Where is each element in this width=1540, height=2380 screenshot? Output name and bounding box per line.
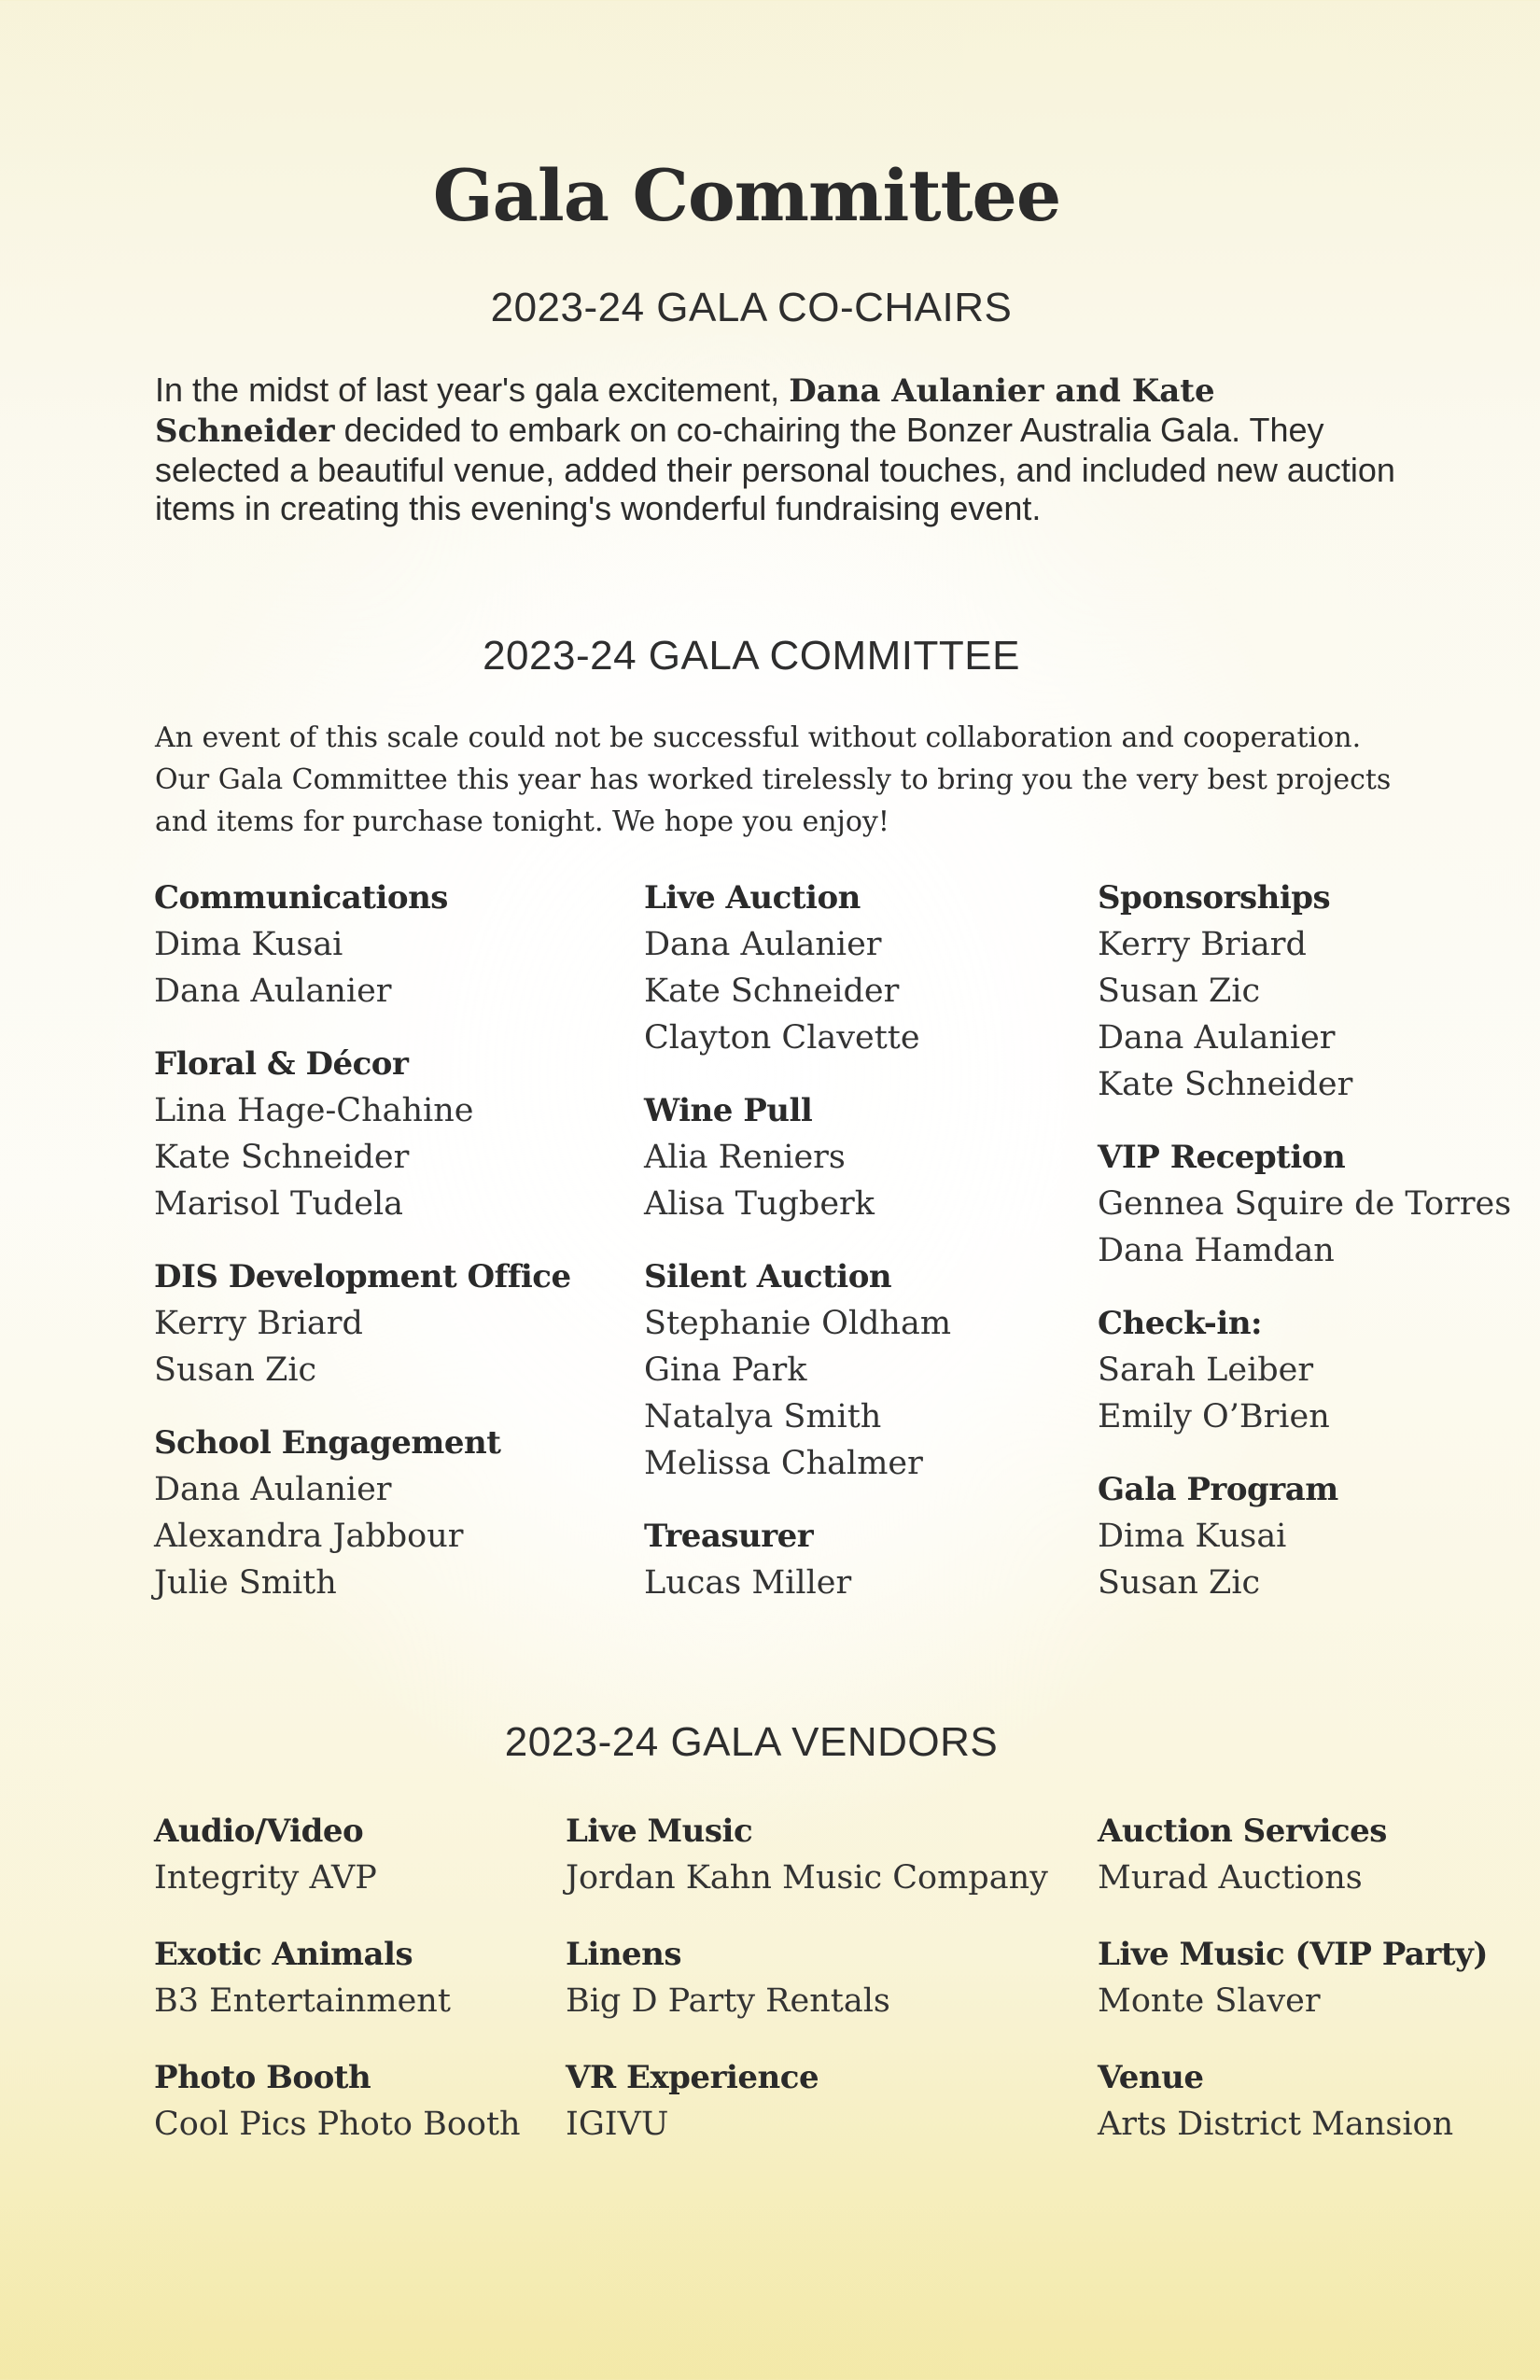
member-name: Melissa Chalmer [644,1445,923,1482]
cochairs-paragraph [155,371,1406,527]
vendor-name: Big D Party Rentals [566,1982,890,2020]
member-name: Susan Zic [154,1351,317,1389]
committee-intro: An event of this scale could not be successful without collaboration and cooperation. Our Gala Committee this year has worked tirelessly to bring you the very best projects and items for purchase tonight. We hope you enjoy! [155,721,1392,838]
vendor-group [566,1931,1088,2024]
vendor-name: Integrity AVP [154,1859,377,1897]
vendor-category: Audio/Video [154,1813,364,1850]
member-name: Dima Kusai [154,926,343,963]
vendor-name: B3 Entertainment [154,1982,451,2020]
member-name: Sarah Leiber [1098,1351,1314,1389]
committee-role: VIP Reception [1098,1139,1346,1176]
vendor-name: IGIVU [566,2106,669,2143]
vendor-name: Monte Slaver [1098,1982,1321,2020]
committee-group [154,1253,677,1393]
committee-role: Wine Pull [644,1092,813,1129]
vendor-group [566,1808,1088,1901]
vendors-column-2 [566,1808,1088,2177]
committee-heading: 2023-24 GALA COMMITTEE [483,633,1020,679]
committee-column-2 [644,875,1167,1632]
member-name: Alexandra Jabbour [154,1518,464,1555]
committee-group [154,1041,677,1227]
member-name: Lina Hage-Chahine [154,1092,474,1129]
vendor-group [1098,2054,1540,2148]
vendor-group [1098,1808,1540,1901]
member-name: Clayton Clavette [644,1019,920,1057]
member-name: Kate Schneider [644,973,900,1010]
committee-group [644,875,1167,1061]
vendor-category: Exotic Animals [154,1936,413,1973]
member-name: Susan Zic [1098,1564,1261,1602]
member-name: Lucas Miller [644,1564,852,1602]
committee-column-3 [1098,875,1540,1632]
cochairs-names: Dana Aulanier and Kate Schneider [155,372,1215,450]
committee-role: School Engagement [154,1424,501,1462]
member-name: Dana Aulanier [1098,1019,1336,1057]
committee-group [154,1420,677,1606]
committee-group [154,875,677,1015]
member-name: Alia Reniers [644,1139,846,1176]
committee-group [1098,1466,1540,1606]
committee-group [644,1513,1167,1606]
member-name: Kerry Briard [1098,926,1307,963]
vendors-heading: 2023-24 GALA VENDORS [504,1719,999,1765]
vendor-category: Auction Services [1098,1813,1387,1850]
vendor-category: Venue [1098,2059,1204,2096]
vendor-category: Linens [566,1936,682,1973]
cochairs-text-before: In the midst of last year's gala excitement, [155,371,790,409]
vendor-category: Live Music (VIP Party) [1098,1936,1488,1973]
vendor-group [1098,1931,1540,2024]
member-name: Kerry Briard [154,1305,363,1342]
member-name: Dana Aulanier [154,1471,392,1508]
member-name: Dana Aulanier [154,973,392,1010]
vendor-category: Photo Booth [154,2059,371,2096]
vendor-name: Jordan Kahn Music Company [566,1859,1048,1897]
committee-group [1098,1300,1540,1440]
vendor-category: VR Experience [566,2059,819,2096]
member-name: Marisol Tudela [154,1185,404,1223]
vendor-category: Live Music [566,1813,753,1850]
committee-role: Live Auction [644,879,861,917]
member-name: Dana Hamdan [1098,1232,1335,1269]
committee-group [1098,875,1540,1108]
member-name: Kate Schneider [1098,1066,1353,1103]
member-name: Susan Zic [1098,973,1261,1010]
committee-role: Check-in: [1098,1305,1263,1342]
member-name: Gennea Squire de Torres [1098,1185,1512,1223]
cochairs-heading: 2023-24 GALA CO-CHAIRS [490,285,1013,330]
committee-role: Sponsorships [1098,879,1331,917]
committee-group [1098,1134,1540,1274]
member-name: Kate Schneider [154,1139,410,1176]
committee-role: Floral & Décor [154,1045,409,1083]
member-name: Dana Aulanier [644,926,882,963]
committee-group [644,1087,1167,1227]
vendor-group [566,2054,1088,2148]
committee-group [644,1253,1167,1487]
member-name: Julie Smith [154,1564,337,1602]
vendor-name: Cool Pics Photo Booth [154,2106,521,2143]
member-name: Stephanie Oldham [644,1305,952,1342]
member-name: Dima Kusai [1098,1518,1287,1555]
committee-role: Gala Program [1098,1471,1338,1508]
cochairs-text-after: decided to embark on co-chairing the Bonzer Australia Gala. They selected a beautiful venue, added their personal touches, and included new auction items in creating this evening's wonderful fundraising event. [155,411,1395,527]
member-name: Natalya Smith [644,1398,882,1435]
committee-role: Silent Auction [644,1258,892,1295]
member-name: Gina Park [644,1351,807,1389]
committee-role: Communications [154,879,448,917]
member-name: Emily O’Brien [1098,1398,1330,1435]
committee-role: Treasurer [644,1518,814,1555]
page-title: Gala Committee [432,154,1061,237]
committee-column-1 [154,875,677,1632]
vendor-name: Arts District Mansion [1098,2106,1454,2143]
member-name: Alisa Tugberk [644,1185,875,1223]
vendor-name: Murad Auctions [1098,1859,1363,1897]
committee-role: DIS Development Office [154,1258,571,1295]
vendors-column-3 [1098,1808,1540,2177]
